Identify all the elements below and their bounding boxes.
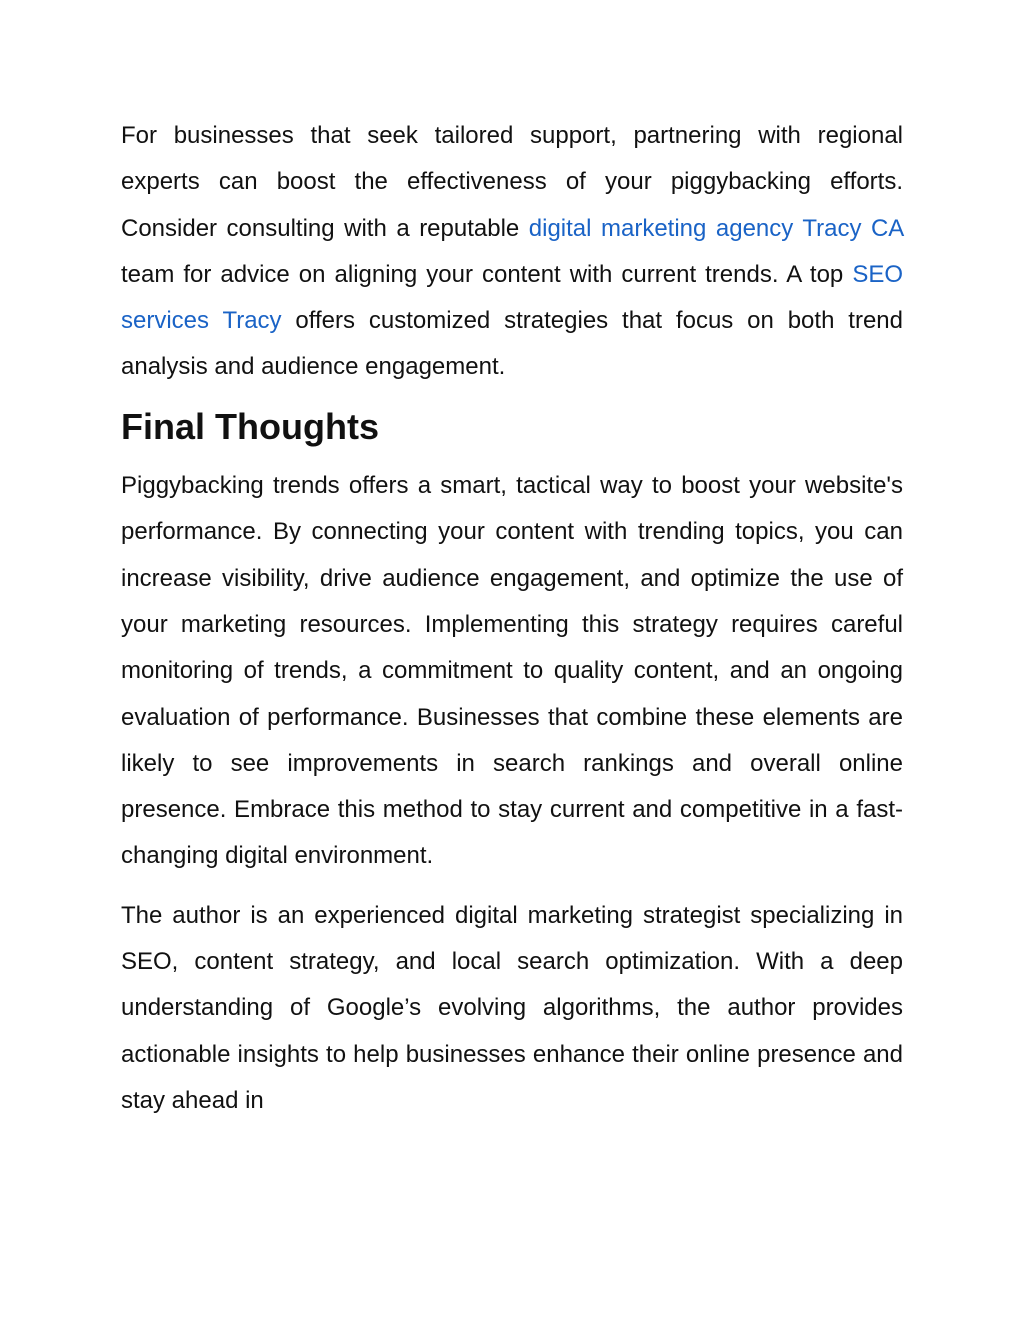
paragraph-text: team for advice on aligning your content with current trends. A top	[121, 260, 853, 288]
section-heading: Final Thoughts	[121, 405, 379, 447]
paragraph-regional-experts	[121, 113, 903, 391]
link-seo-services[interactable]: SEO services Tracy	[121, 260, 903, 335]
paragraph-text: For businesses that seek tailored support, partnering with regional experts can boost the effectiveness of your piggybacking efforts. Consider consulting with a reputable	[121, 122, 903, 242]
document-page	[121, 113, 903, 1124]
paragraph-text: offers customized strategies that focus on both trend analysis and audience engagement.	[121, 307, 903, 381]
link-digital-marketing-agency[interactable]: digital marketing agency Tracy CA	[528, 214, 903, 242]
paragraph-author-bio: The author is an experienced digital marketing strategist specializing in SEO, content strategy, and local search optimization. With a deep understanding of Google’s evolving algorithms, the author provides actionable insights to help businesses enhance their online presence and stay ahead in	[121, 901, 903, 1114]
paragraph-final-thoughts: Piggybacking trends offers a smart, tactical way to boost your website's performance. By connecting your content with trending topics, you can increase visibility, drive audience engagement, and optimize the use of your marketing resources. Implementing this strategy requires careful monitoring of trends, a commitment to quality content, and an ongoing evaluation of performance. Businesses that combine these elements are likely to see improvements in search rankings and overall online presence. Embrace this method to stay current and competitive in a fast-changing digital environment.	[121, 472, 903, 870]
